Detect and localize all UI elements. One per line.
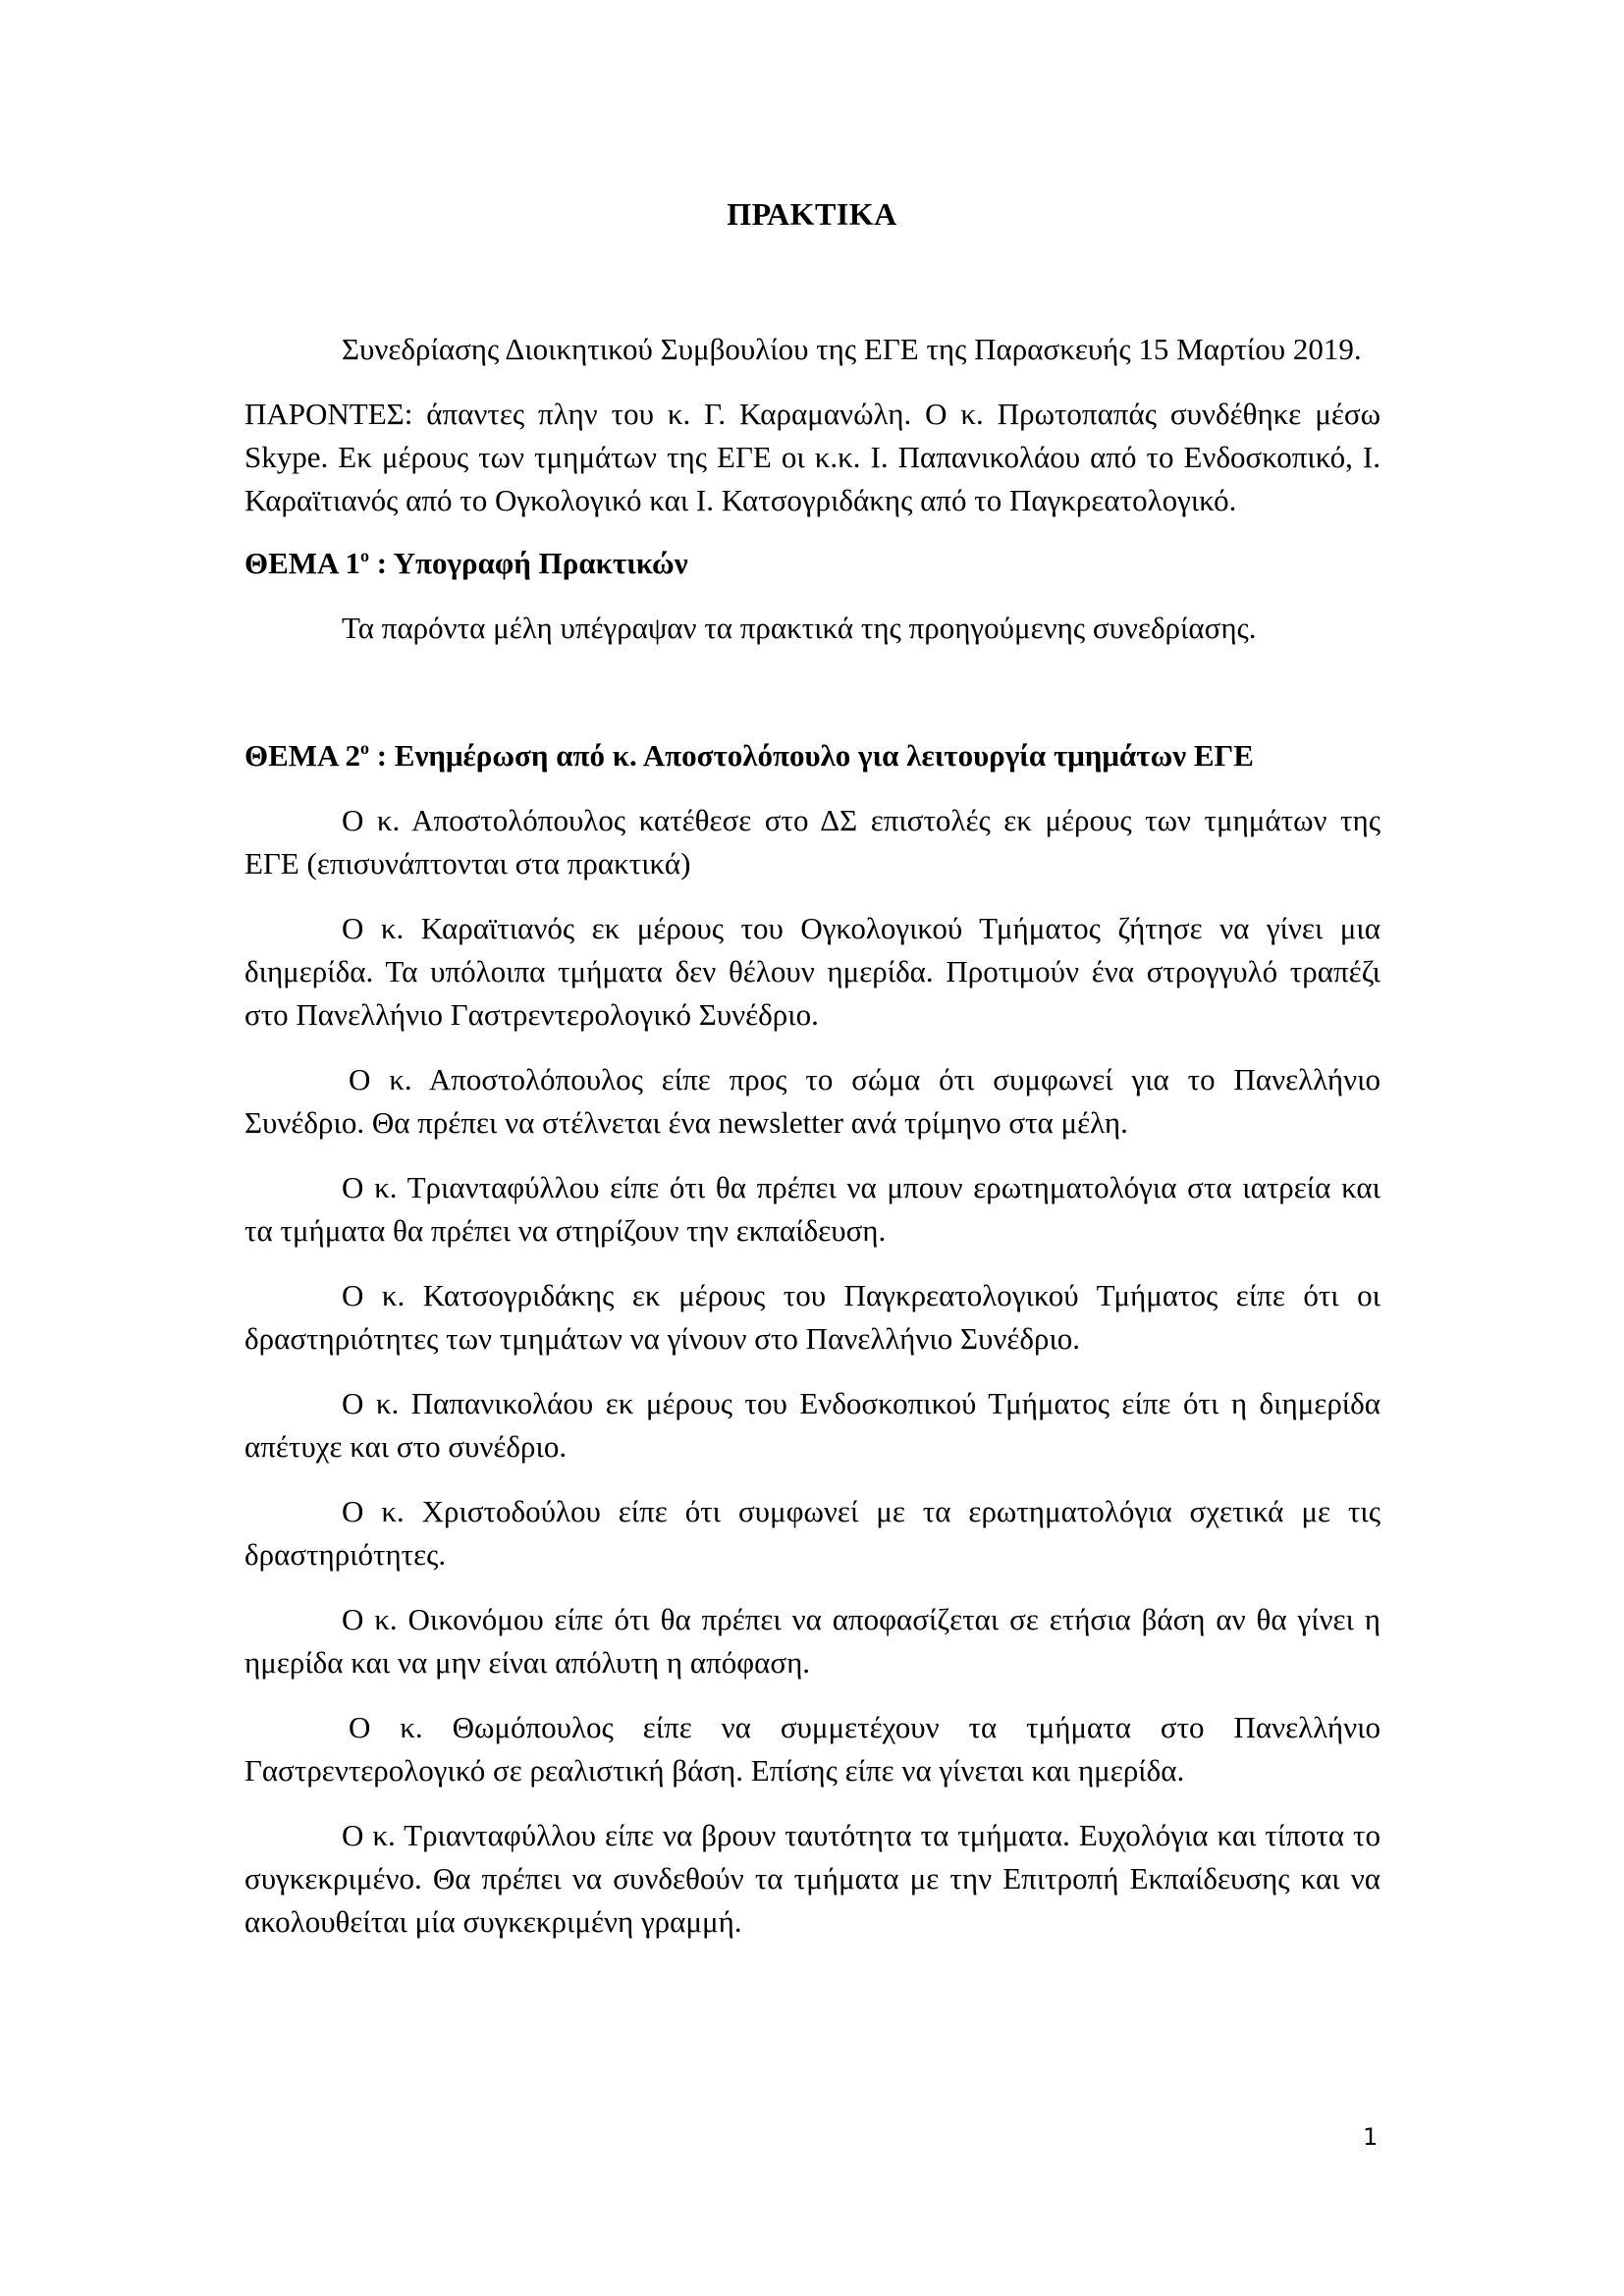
topic-1-title: : Υπογραφή Πρακτικών bbox=[368, 546, 688, 580]
document-title: ΠΡΑΚΤΙΚΑ bbox=[727, 196, 897, 232]
topic-2-paragraph: Ο κ. Κατσογριδάκης εκ μέρους του Παγκρεατολογικού Τμήματος είπε ότι οι δραστηριότητες των τμημάτων να γίνουν στο Πανελλήνιο Συνέδριο. bbox=[244, 1278, 1380, 1356]
topic-2-title: : Ενημέρωση από κ. Αποστολόπουλο για λειτουργία τμημάτων ΕΓΕ bbox=[368, 738, 1254, 773]
section-spacer bbox=[244, 671, 1380, 734]
topic-2-paragraph: Ο κ. Αποστολόπουλος είπε προς το σώμα ότι συμφωνεί για το Πανελλήνιο Συνέδριο. Θα πρέπει να στέλνεται ένα newsletter ανά τρίμηνο στα μέλη. bbox=[244, 1062, 1380, 1140]
topic-1-paragraph: Τα παρόντα μέλη υπέγραψαν τα πρακτικά της προηγούμενης συνεδρίασης. bbox=[342, 611, 1257, 645]
topic-2-paragraph: Ο κ. Τριανταφύλλου είπε να βρουν ταυτότητα τα τμήματα. Ευχολόγια και τίποτα το συγκεκριμένο. Θα πρέπει να συνδεθούν τα τμήματα με την Επιτροπή Εκπαίδευσης και να ακολουθείται μία συγκεκριμένη γραμμή. bbox=[244, 1818, 1380, 1939]
topic-2-paragraph: Ο κ. Χριστοδούλου είπε ότι συμφωνεί με τα ερωτηματολόγια σχετικά με τις δραστηριότητες. bbox=[244, 1494, 1380, 1572]
topic-1-label: ΘΕΜΑ 1 bbox=[244, 546, 360, 580]
topic-1-ordinal: ο bbox=[359, 546, 369, 565]
document-body bbox=[244, 328, 1380, 1965]
topic-2-paragraph: Ο κ. Θωμόπουλος είπε να συμμετέχουν τα τμήματα στο Πανελλήνιο Γαστρεντερολογικό σε ρεαλιστική βάση. Επίσης είπε να γίνεται και ημερίδα. bbox=[244, 1710, 1380, 1788]
meeting-intro: Συνεδρίασης Διοικητικού Συμβουλίου της ΕΓΕ της Παρασκευής 15 Μαρτίου 2019. bbox=[342, 332, 1362, 366]
page-number: 1 bbox=[1363, 2123, 1379, 2151]
topic-2-label: ΘΕΜΑ 2 bbox=[244, 738, 360, 773]
topic-2-paragraph: Ο κ. Οικονόμου είπε ότι θα πρέπει να αποφασίζεται σε ετήσια βάση αν θα γίνει η ημερίδα και να μην είναι απόλυτη η απόφαση. bbox=[244, 1602, 1380, 1680]
attendees-paragraph: ΠΑΡΟΝΤΕΣ: άπαντες πλην του κ. Γ. Καραμανώλη. Ο κ. Πρωτοπαπάς συνδέθηκε μέσω Skype. Εκ μέρους των τμημάτων της ΕΓΕ οι κ.κ. Ι. Παπανικολάου από το Ενδοσκοπικό, Ι. Καραϊτιανός από το Ογκολογικό και Ι. Κατσογριδάκης από το Παγκρεατολογικό. bbox=[244, 397, 1380, 517]
topic-2-ordinal: ο bbox=[359, 738, 369, 758]
topic-2-heading bbox=[244, 734, 1380, 777]
topic-2-paragraph: Ο κ. Αποστολόπουλος κατέθεσε στο ΔΣ επιστολές εκ μέρους των τμημάτων της ΕΓΕ (επισυνάπτονται στα πρακτικά) bbox=[244, 803, 1380, 881]
topic-2-paragraph: Ο κ. Παπανικολάου εκ μέρους του Ενδοσκοπικού Τμήματος είπε ότι η διημερίδα απέτυχε και στο συνέδριο. bbox=[244, 1386, 1380, 1464]
topic-2-paragraph: Ο κ. Καραϊτιανός εκ μέρους του Ογκολογικού Τμήματος ζήτησε να γίνει μια διημερίδα. Τα υπόλοιπα τμήματα δεν θέλουν ημερίδα. Προτιμούν ένα στρογγυλό τραπέζι στο Πανελλήνιο Γαστρεντερολογικό Συνέδριο. bbox=[244, 911, 1380, 1032]
topic-1-heading bbox=[244, 542, 1380, 585]
topic-2-paragraph: Ο κ. Τριανταφύλλου είπε ότι θα πρέπει να μπουν ερωτηματολόγια στα ιατρεία και τα τμήματα θα πρέπει να στηρίζουν την εκπαίδευση. bbox=[244, 1170, 1380, 1248]
